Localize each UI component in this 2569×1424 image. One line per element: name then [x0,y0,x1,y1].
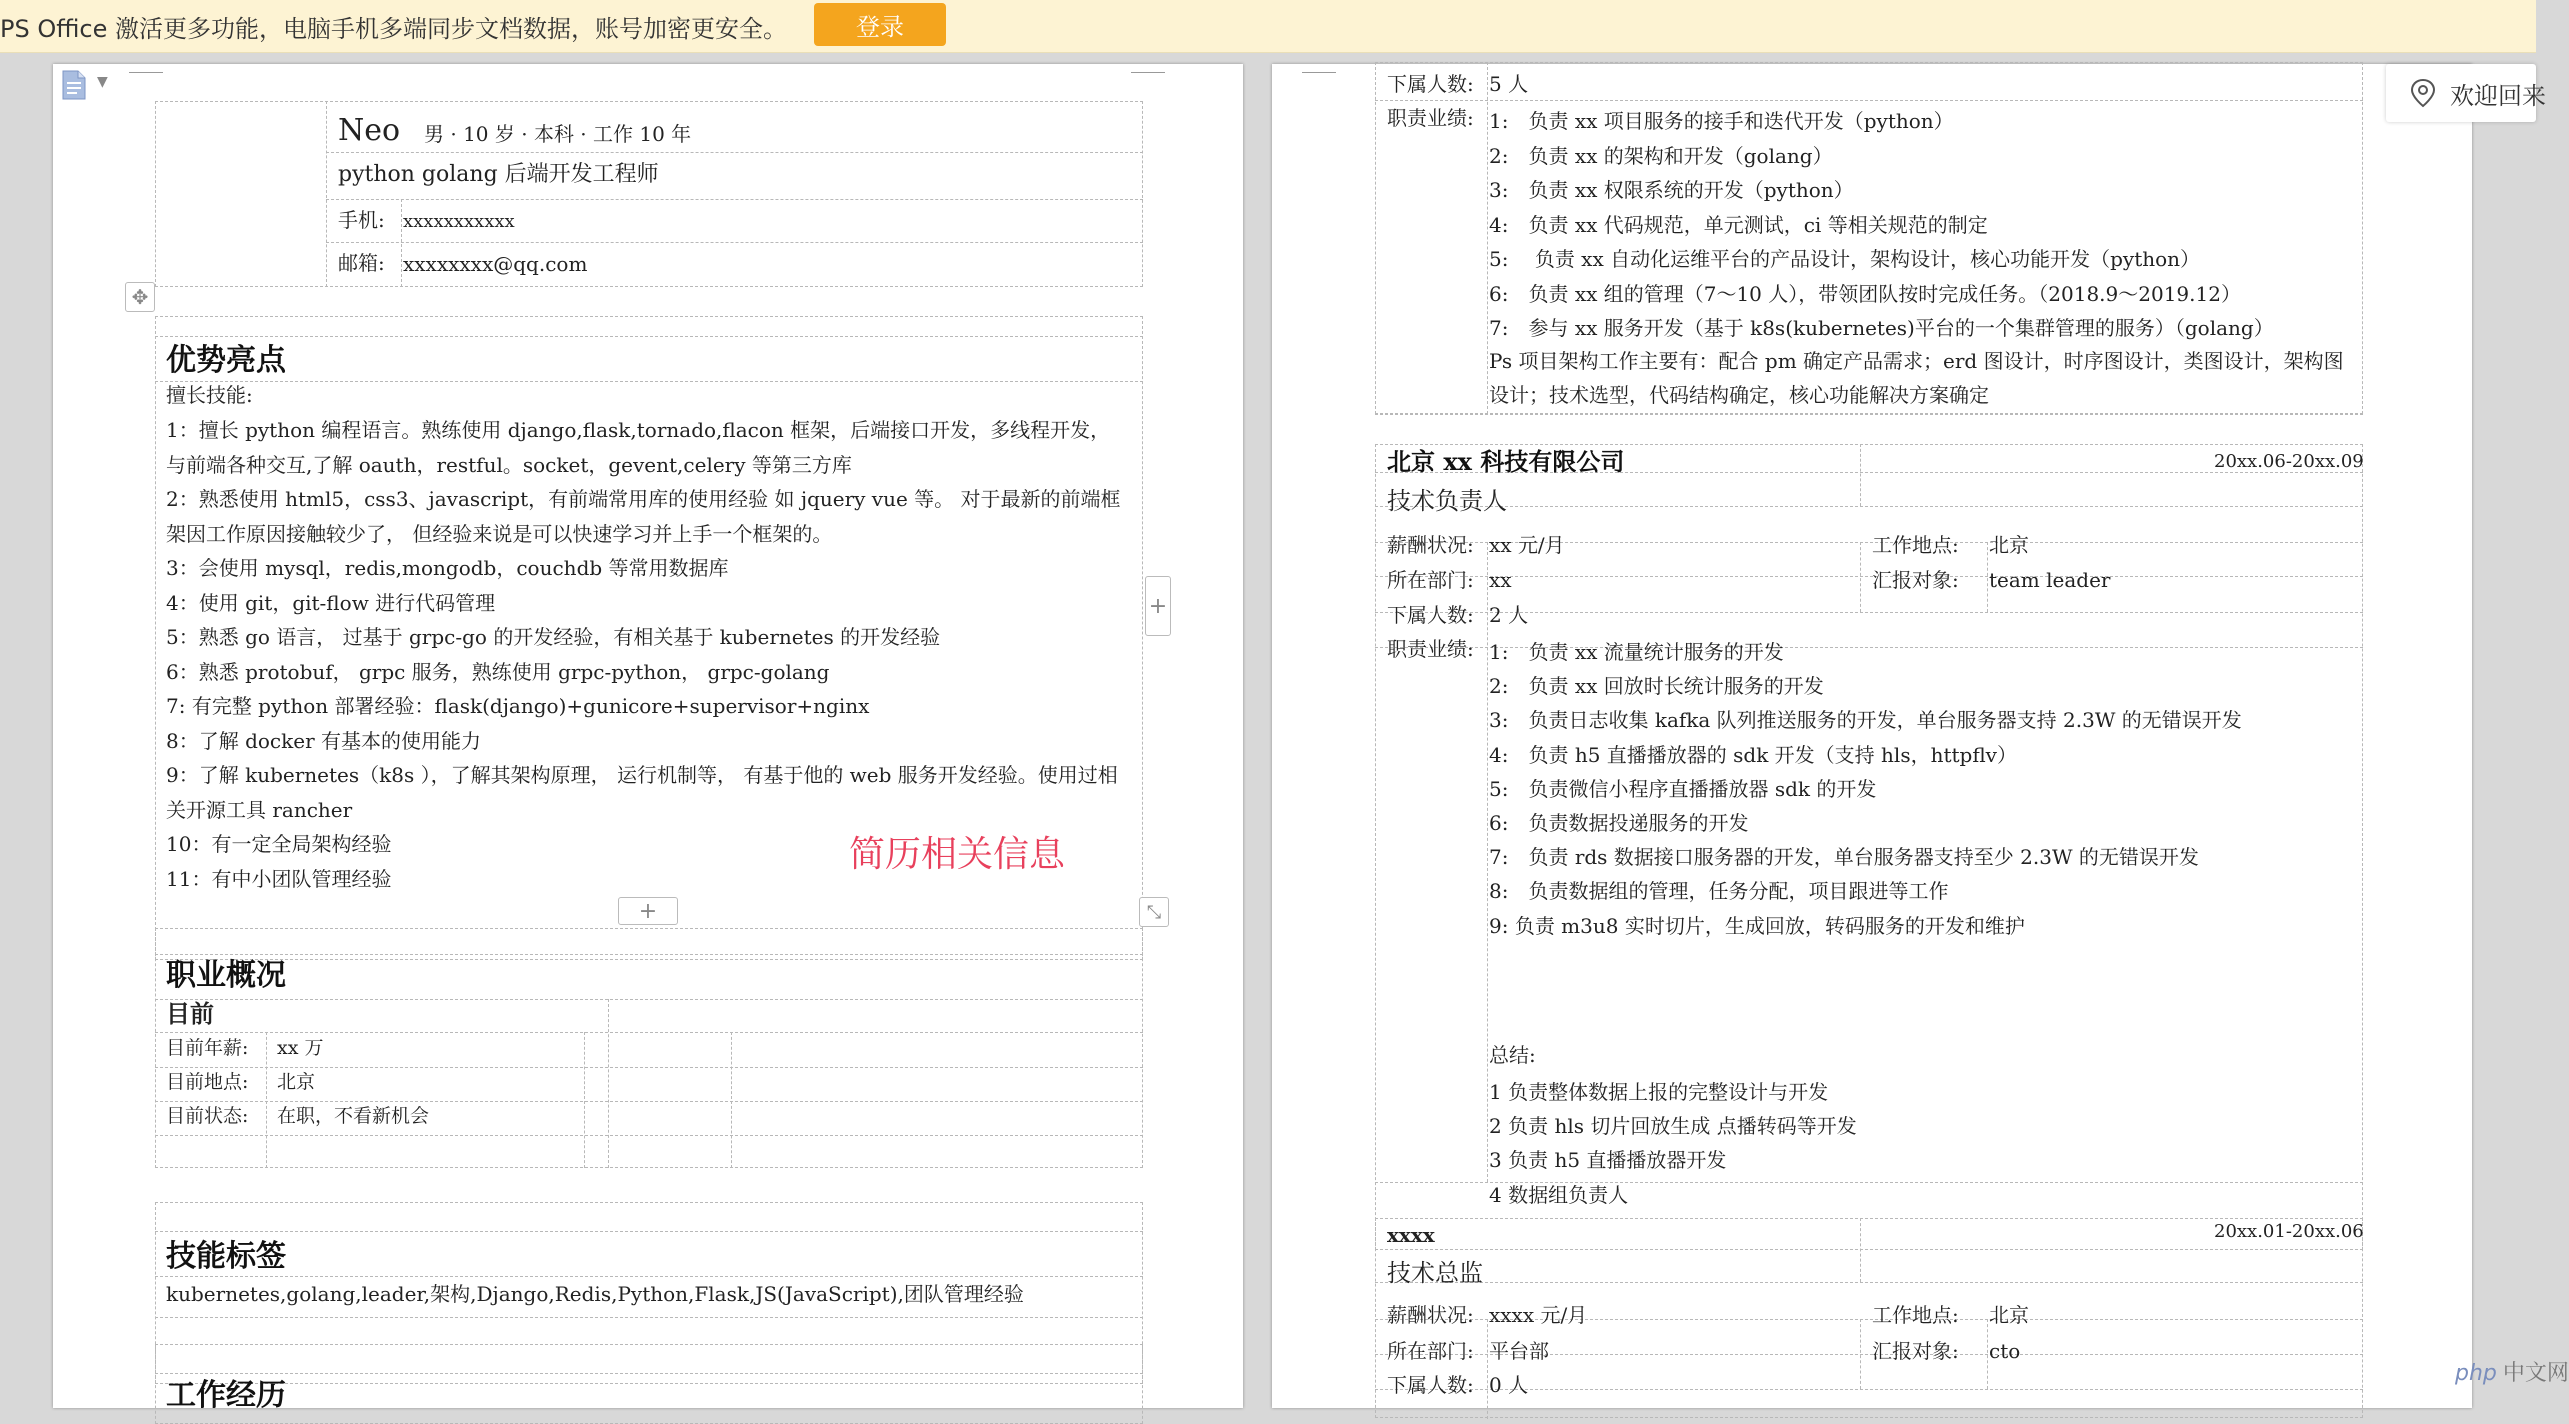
table-divider [155,1317,1143,1318]
summary-item: 4 数据组负责人 [1489,1182,1629,1207]
table-divider [1860,542,1861,612]
candidate-title: python golang 后端开发工程师 [338,162,659,187]
table-divider [1375,506,2363,507]
company-name: 北京 xx 科技有限公司 [1387,447,1625,476]
email-label: 邮箱: [338,251,385,275]
login-button[interactable]: 登录 [814,3,946,46]
skill-item: 10：有一定全局架构经验 [166,832,392,856]
candidate-profile: 男 · 10 岁 · 本科 · 工作 10 年 [424,122,692,146]
reports-value: 0 人 [1489,1373,1529,1397]
table-divider [1487,542,1488,1182]
table-divider [1375,100,2363,101]
table-divider [155,954,1143,955]
salary-value: xx 元/月 [1489,533,1565,557]
table-divider [1375,1282,2363,1283]
document-icon[interactable] [61,70,87,100]
table-divider [731,1032,732,1168]
duty-item: 1: 负责 xx 项目服务的接手和迭代开发（python） [1489,109,1954,133]
skills-list [166,413,1128,896]
phone-value: xxxxxxxxxxx [403,211,515,232]
duty-item: 1: 负责 xx 流量统计服务的开发 [1489,640,1784,664]
skill-tags-heading: 技能标签 [166,1239,286,1274]
salary-label: 薪酬状况: [1387,1303,1474,1327]
candidate-name: Neo [338,113,401,148]
duty-item: 5: 负责 xx 自动化运维平台的产品设计，架构设计，核心功能开发（python） [1489,247,2201,271]
table-divider [326,152,1143,153]
location-label: 目前地点: [166,1071,249,1093]
duty-item: 2: 负责 xx 的架构和开发（golang） [1489,143,1833,168]
page-corner-mark [129,64,163,73]
duty-item: 6: 负责数据投递服务的开发 [1489,811,1749,836]
skill-item: 8：了解 docker 有基本的使用能力 [166,728,481,753]
duty-item: 3: 负责 xx 权限系统的开发（python） [1489,178,1854,202]
duties-list [1489,104,2274,346]
job-position: 技术负责人 [1387,487,1507,515]
page-corner-mark [1131,64,1165,73]
skill-item: 7: 有完整 python 部署经验：flask(django)+gunicore+supervisor+nginx [166,694,870,718]
summary-item: 3 负责 h5 直播播放器开发 [1489,1148,1727,1173]
skills-intro: 擅长技能: [166,383,253,407]
table-divider [1987,542,1988,612]
skill-item: 11：有中小团队管理经验 [166,866,392,891]
table-divider [326,242,1143,243]
promo-text: PS Office 激活更多功能，电脑手机多端同步文档数据，账号加密更安全。 [0,15,788,43]
table-divider [326,101,327,287]
duty-item: 4: 负责 xx 代码规范，单元测试，ci 等相关规范的制定 [1489,212,1988,237]
php-logo-icon: php [2455,1361,2497,1386]
skill-item: 2：熟悉使用 html5，css3、javascript，有前端常用库的使用经验 如 jquery vue 等。 对于最新的前端框架因工作原因接触较少了， 但经验来说是可以快速学习并上手一个框架的。 [166,487,1121,546]
duty-item: 7: 负责 rds 数据接口服务器的开发，单台服务器支持至少 2.3W 的无错误开发 [1489,845,2199,870]
duty-item: 3: 负责日志收集 kafka 队列推送服务的开发，单台服务器支持 2.3W 的无错误开发 [1489,708,2242,733]
table-divider [1375,1249,2363,1250]
work-table [155,1344,1143,1424]
skill-item: 5：熟悉 go 语言， 过基于 grpc-go 的开发经验，有相关基于 kubernetes 的开发经验 [166,625,941,649]
table-divider [155,1032,1143,1033]
skill-item: 6：熟悉 protobuf， grpc 服务，熟练使用 grpc-python， grpc-golang [166,659,830,684]
annotation-text: 简历相关信息 [849,834,1066,875]
table-divider [1487,62,1488,414]
table-divider [1987,1319,1988,1389]
table-divider [155,381,1143,382]
table-divider [155,999,1143,1000]
promo-bar [0,0,2536,53]
table-divider [1860,1218,1861,1282]
job-position: 技术总监 [1387,1259,1483,1287]
duties-label: 职责业绩: [1387,637,1474,661]
salary-label: 薪酬状况: [1387,533,1474,557]
ps-text: Ps 项目架构工作主要有：配合 pm 确定产品需求；erd 图设计，时序图设计，类图设计，架构图设计；技术选型，代码结构确定，核心功能解决方案确定 [1489,349,2344,407]
advantages-heading: 优势亮点 [166,343,286,378]
table-divider [1860,1319,1861,1389]
skill-item: 1：擅长 python 编程语言。熟练使用 django,flask,tornado,flacon 框架，后端接口开发，多线程开发，与前端各种交互,了解 oauth，restful。socket，gevent,celery 等第三方库 [166,418,1111,477]
summary-label: 总结: [1489,1043,1536,1067]
duties-list [1489,635,2242,943]
duty-item: 7: 参与 xx 服务开发（基于 k8s(kubernetes)平台的一个集群管理的服务）（golang） [1489,316,2274,340]
table-divider [584,1032,585,1168]
table-divider [155,1276,1143,1277]
phone-label: 手机: [338,208,385,232]
duty-item: 2: 负责 xx 回放时长统计服务的开发 [1489,674,1824,699]
work-location-label: 工作地点: [1872,1303,1959,1327]
summary-item: 2 负责 hls 切片回放生成 点播转码等开发 [1489,1114,1857,1139]
duty-item: 4: 负责 h5 直播播放器的 sdk 开发（支持 hls，httpflv） [1489,742,2017,767]
site-watermark [2455,1356,2569,1387]
status-label: 目前状态: [166,1105,249,1127]
watermark-text: 中文网 [2502,1361,2569,1386]
move-table-icon[interactable]: ✥ [125,282,155,312]
table-divider [608,999,609,1168]
summary-item: 1 负责整体数据上报的完整设计与开发 [1489,1080,1829,1104]
work-location-value: 北京 [1989,1303,2029,1327]
department-value: 平台部 [1489,1339,1549,1363]
email-value: xxxxxxxx@qq.com [403,252,588,276]
table-divider [1487,1319,1488,1419]
welcome-label: 欢迎回来 [2450,82,2546,110]
salary-value: xxxx 元/月 [1489,1303,1588,1327]
department-label: 所在部门: [1387,1339,1474,1363]
skill-item: 4：使用 git，git-flow 进行代码管理 [166,590,496,615]
work-heading: 工作经历 [166,1378,286,1413]
report-to-value: team leader [1989,568,2111,592]
reports-value: 2 人 [1489,603,1529,627]
reports-label: 下属人数: [1387,72,1474,96]
report-to-label: 汇报对象: [1872,1339,1959,1363]
duty-item: 9: 负责 m3u8 实时切片，生成回放，转码服务的开发和维护 [1489,913,2025,938]
skill-tags-text: kubernetes,golang,leader,架构,Django,Redis,Python,Flask,JS(JavaScript),团队管理经验 [166,1282,1024,1306]
table-divider [326,199,1143,200]
company-period: 20xx.01-20xx.06 [2214,1221,2364,1242]
status-value: 在职，不看新机会 [277,1105,430,1127]
table-divider [1375,414,2363,415]
duty-item: 5: 负责微信小程序直播播放器 sdk 的开发 [1489,776,1877,801]
table-divider [401,199,402,287]
company-name: xxxx [1387,1223,1435,1247]
current-label: 目前 [166,999,214,1028]
report-to-label: 汇报对象: [1872,568,1959,592]
table-divider [155,336,1143,337]
table-divider [1860,444,1861,506]
document-page-left[interactable] [53,64,1243,1413]
table-divider [155,1373,1143,1374]
location-value: 北京 [277,1071,316,1093]
table-divider [266,1032,267,1168]
resize-table-icon[interactable]: ⤡ [1139,897,1169,927]
department-label: 所在部门: [1387,568,1474,592]
document-page-right[interactable] [1272,64,2472,1408]
skill-item: 9：了解 kubernetes（k8s ），了解其架构原理， 运行机制等， 有基于他的 web 服务开发经验。使用过相关开源工具 rancher [166,763,1118,822]
company-period: 20xx.06-20xx.09 [2214,451,2364,472]
table-divider [155,1135,1143,1136]
reports-value: 5 人 [1489,72,1529,96]
welcome-back-tab[interactable] [2386,64,2546,122]
table-divider [155,1231,1143,1232]
duty-item: 6: 负责 xx 组的管理（7～10 人），带领团队按时完成任务。（2018.9～2019.12） [1489,281,2241,306]
work-location-label: 工作地点: [1872,533,1959,557]
work-location-value: 北京 [1989,533,2029,557]
table-divider [1375,576,2363,577]
reports-label: 下属人数: [1387,603,1474,627]
duties-label: 职责业绩: [1387,106,1474,130]
salary-value: xx 万 [277,1037,324,1059]
career-heading: 职业概况 [166,958,286,993]
add-row-button[interactable]: + [618,897,678,925]
skill-item: 3：会使用 mysql，redis,mongodb，couchdb 等常用数据库 [166,556,729,580]
page-corner-mark [1302,64,1336,73]
duty-item: 8: 负责数据组的管理，任务分配，项目跟进等工作 [1489,879,1949,904]
report-to-value: cto [1989,1339,2021,1363]
add-column-button[interactable]: + [1145,576,1171,636]
location-pin-icon [2410,78,2436,108]
chevron-down-icon[interactable]: ▼ [97,74,108,90]
salary-label: 目前年薪: [166,1037,249,1059]
summary-list [1489,1075,1857,1212]
reports-label: 下属人数: [1387,1373,1474,1397]
department-value: xx [1489,568,1512,592]
